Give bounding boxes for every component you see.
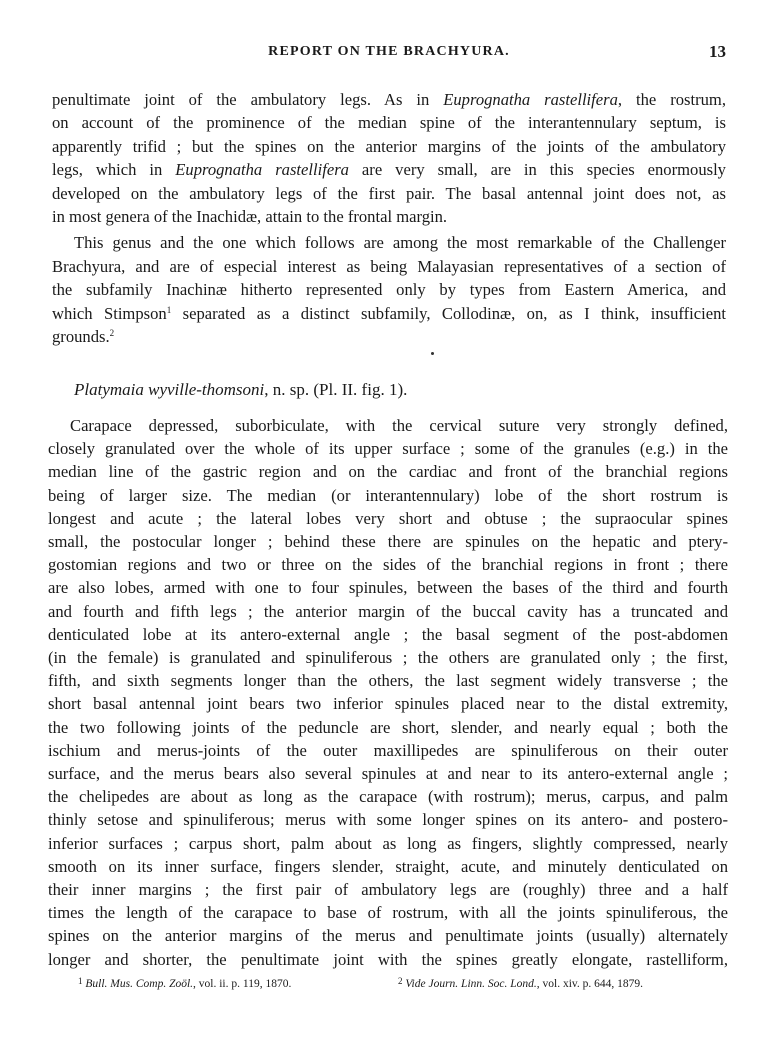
text-line: their inner margins ; the first pair of ambulatory legs are (roughly) three and a half (48, 880, 728, 900)
text-line: median line of the gastric region and on the cardiac and front of the branchial regions (48, 462, 728, 482)
text-line: inferior surfaces ; carpus short, palm about as long as fingers, slightly compressed, nearly (48, 833, 728, 853)
text-line: and fourth and fifth legs ; the anterior margin of the buccal cavity has a truncated and (48, 601, 728, 621)
text-line: penultimate joint of the ambulatory legs. As in Euprognatha rastellifera, the rostrum, (52, 90, 726, 109)
text-line: the subfamily Inachinæ hitherto represented only by types from Eastern America, and (52, 280, 726, 300)
text-line: the chelipedes are about as long as the carapace (with rostrum); merus, carpus, and palm (48, 787, 728, 807)
text-line: times the length of the carapace to base of rostrum, with all the joints spinuliferous, the (48, 903, 728, 923)
text-line: small, the postocular longer ; behind these there are spinules on the hepatic and ptery- (48, 532, 728, 552)
text-line: on account of the prominence of the median spine of the interantennulary septum, is (52, 113, 726, 133)
body-text-top (52, 88, 726, 348)
text-line: being of larger size. The median (or interantennulary) lobe of the short rostrum is (48, 485, 728, 505)
text-line: thinly setose and spinuliferous; merus with some longer spines on its antero- and postero- (48, 810, 728, 830)
text-line: in most genera of the Inachidæ, attain to the frontal margin. (52, 207, 448, 227)
text-line: denticulated lobe at its antero-external angle ; the basal segment of the post-abdomen (48, 624, 728, 644)
text-line: closely granulated over the whole of its upper surface ; some of the granules (e.g.) in the (48, 439, 728, 459)
running-title: REPORT ON THE BRACHYURA. (268, 44, 510, 59)
page-number: 13 (709, 42, 726, 61)
text-line: longer and shorter, the penultimate joint with the spines greatly elongate, rastelliform, (48, 949, 728, 969)
text-line: apparently trifid ; but the spines on the anterior margins of the joints of the ambulatory (52, 136, 726, 156)
footnote-2: $^2$ Vide Journ. Linn. Soc. Lond., vol. xiv. p. 644, 1879. (398, 976, 644, 990)
footnote-ref-2[interactable]: 2 (109, 328, 115, 339)
species-name: Platymaia wyville-thomsoni (74, 380, 265, 399)
text-line: the two following joints of the peduncle are short, slender, and nearly equal ; both the (48, 717, 728, 737)
stray-dot (431, 352, 434, 355)
text-line: This genus and the one which follows are among the most remarkable of the Challenger (74, 233, 726, 253)
footnote-1: $^1$ Bull. Mus. Comp. Zoöl., vol. ii. p. 119, 1870. (78, 976, 292, 990)
text-line: (in the female) is granulated and spinuliferous ; the others are granulated only ; the first, (48, 648, 728, 668)
text-line: surface, and the merus bears also several spinules at and near to its antero-external angle ; (48, 764, 728, 784)
text-line: grounds.$^2$ (52, 327, 115, 347)
text-line: developed on the ambulatory legs of the first pair. The basal antennal joint does not, as (52, 183, 726, 203)
text-line: longest and acute ; the lateral lobes very short and obtuse ; the supraocular spines (48, 508, 728, 528)
species-description (48, 414, 728, 971)
text-line: are also lobes, armed with one to four spinules, between the bases of the third and fourth (48, 578, 728, 598)
text-line: gostomian regions and two or three on the sides of the branchial regions in front ; there (48, 555, 728, 575)
text-line: legs, which in Euprognatha rastellifera are very small, are in this species enormously (52, 160, 726, 180)
footnote-ref-1[interactable]: 1 (166, 304, 172, 315)
text-line: which Stimpson$^1$ separated as a distinct subfamily, Collodinæ, on, as I think, insufficient (52, 303, 726, 323)
text-line: spines on the anterior margins of the merus and penultimate joints (usually) alternately (48, 926, 728, 946)
species-heading: Platymaia wyville-thomsoni, n. sp. (Pl. II. fig. 1). (74, 380, 408, 399)
text-line: Carapace depressed, suborbiculate, with the cervical suture very strongly defined, (70, 416, 728, 435)
text-line: Brachyura, and are of especial interest as being Malayasian representatives of a section of (52, 256, 726, 276)
text-line: fifth, and sixth segments longer than the others, the last segment widely transverse ; the (48, 671, 728, 691)
text-line: smooth on its inner surface, fingers slender, straight, acute, and minutely denticulated on (48, 856, 728, 876)
text-line: ischium and merus-joints of the outer maxillipedes are spinuliferous on their outer (48, 740, 728, 760)
page-header (52, 44, 726, 72)
text-line: short basal antennal joint bears two inferior spinules placed near to the distal extremity, (48, 694, 728, 714)
